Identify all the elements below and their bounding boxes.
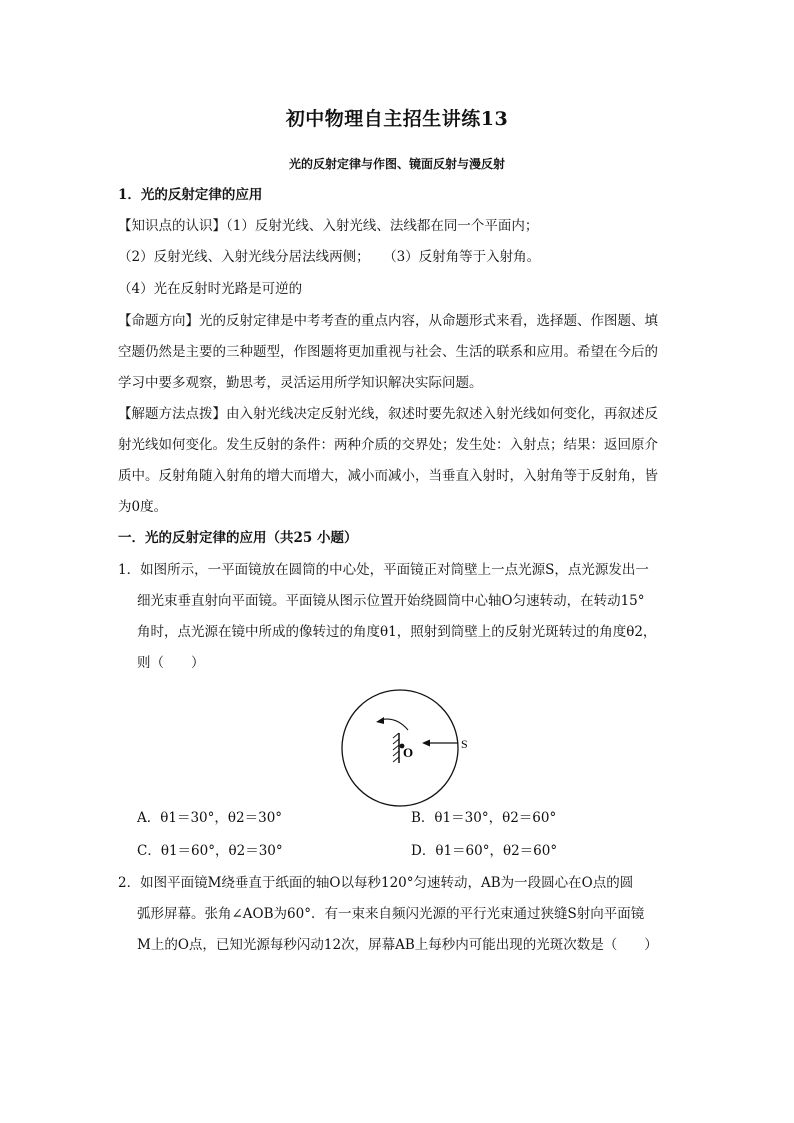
- question-2-text: M上的O点，已知光源每秒闪动12次，屏幕AB上每秒内可能出现的光斑次数是（ ）: [137, 937, 658, 953]
- question-2-text: 2．如图平面镜M绕垂直于纸面的轴O以每秒120°匀速转动，AB为一段圆心在O点的圆: [118, 875, 634, 891]
- question-1-text: 则（ ）: [137, 655, 205, 671]
- question-1-text: 角时，点光源在镜中所成的像转过的角度θ1，照射到筒壁上的反射光斑转过的角度θ2，: [137, 624, 657, 640]
- direction-text: 学习中要多观察，勤思考，灵活运用所学知识解决实际问题。: [118, 375, 483, 391]
- question-1-text: 1．如图所示，一平面镜放在圆筒的中心处，平面镜正对筒壁上一点光源S，点光源发出一: [118, 562, 649, 578]
- question-1-text: 细光束垂直射向平面镜。平面镜从图示位置开始绕圆筒中心轴O匀速转动，在转动15°: [137, 593, 645, 609]
- method-text: 质中。反射角随入射角的增大而增大，减小而减小，当垂直入射时，入射角等于反射角，皆: [118, 468, 658, 484]
- knowledge-text: 【知识点的认识】（1）反射光线、入射光线、法线都在同一个平面内；: [118, 218, 539, 234]
- method-text: 射光线如何变化。发生反射的条件：两种介质的交界处；发生处：入射点；结果：返回原介: [118, 437, 658, 453]
- practice-heading: 一．光的反射定律的应用（共25 小题）: [118, 530, 358, 546]
- question-2-text: 弧形屏幕。张角∠AOB为60°．有一束来自频闪光源的平行光束通过狭缝S射向平面镜: [137, 906, 645, 922]
- option-d: D．θ1＝60°，θ2＝60°: [411, 843, 558, 859]
- rotation-arc: [380, 719, 408, 730]
- option-a: A．θ1＝30°，θ2＝30°: [137, 810, 283, 826]
- knowledge-text: （2）反射光线、入射光线分居法线两侧； （3）反射角等于入射角。: [118, 249, 541, 265]
- ray-arrow: [422, 740, 430, 747]
- method-text: 为0度。: [118, 499, 168, 515]
- cylinder-circle: [342, 690, 458, 806]
- rotation-arrowhead: [376, 717, 384, 724]
- option-c: C．θ1＝60°，θ2＝30°: [137, 843, 283, 859]
- direction-text: 空题仍然是主要的三种题型，作图题将更加重视与社会、生活的联系和应用。希望在今后的: [118, 344, 658, 360]
- method-text: 【解题方法点拨】由入射光线决定反射光线，叙述时要先叙述入射光线如何变化，再叙述反: [118, 406, 658, 422]
- label-s: S: [461, 737, 468, 751]
- label-o: O: [403, 745, 414, 760]
- cylinder-mirror-figure: [330, 688, 490, 808]
- page-subtitle: 光的反射定律与作图、镜面反射与漫反射: [288, 157, 505, 171]
- page-title: 初中物理自主招生讲练13: [285, 108, 509, 130]
- knowledge-text: （4）光在反射时光路是可逆的: [118, 281, 303, 297]
- section-heading: 1．光的反射定律的应用: [118, 187, 263, 203]
- direction-text: 【命题方向】光的反射定律是中考考查的重点内容，从命题形式来看，选择题、作图题、填: [118, 313, 658, 329]
- option-b: B．θ1＝30°，θ2＝60°: [411, 810, 557, 826]
